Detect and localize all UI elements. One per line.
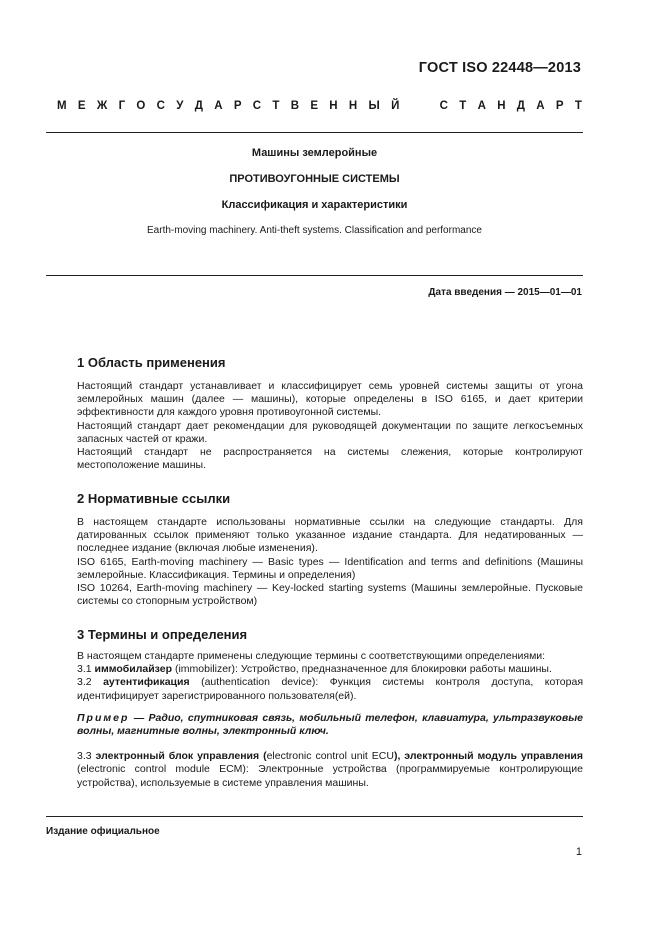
standard-type-letter: Ы <box>368 100 380 112</box>
term-3-3 <box>46 750 583 790</box>
section-3-heading: 3 Термины и определения <box>77 627 248 642</box>
standard-type-letter: У <box>176 100 184 112</box>
term-number: 3.2 <box>77 676 104 689</box>
standard-type-letter: Ж <box>96 100 108 112</box>
term-3-2 <box>46 676 583 702</box>
standard-code: ГОСТ ISO 22448—2013 <box>418 60 581 76</box>
standard-type-letter: Н <box>329 100 338 112</box>
standard-type-letter: С <box>252 100 262 112</box>
middle-rule <box>46 275 583 276</box>
section-1-paragraph: Настоящий стандарт дает рекомендации для руководящей документации по защите легкосъемных запасных частей от кражи. <box>77 419 583 445</box>
section-3-paragraph: В настоящем стандарте применены следующие термины с соответствующими определениями: <box>77 650 546 662</box>
title-english: Earth-moving machinery. Anti-theft systems. Classification and performance <box>147 225 482 236</box>
term-name: аутентификация <box>103 676 190 689</box>
term-3-1 <box>46 663 583 676</box>
note-text: — Радио, спутниковая связь, мобильный телефон, клавиатура, ультразвуковые волны, магнитные волны, электронный ключ. <box>77 711 583 738</box>
section-2-paragraph: В настоящем стандарте использованы нормативные ссылки на следующие стандарты. Для датированных ссылок применяют только указанное издание стандарта. Для недатированных — последнее издание (включая любые изменения). <box>77 516 583 555</box>
standard-type-letter: Д <box>194 100 203 112</box>
official-edition-label: Издание официальное <box>46 826 160 837</box>
standard-type-letter: Й <box>391 100 400 112</box>
term-definition: (authentication device): Функция системы контроля доступа, которая идентифицирует зарегистрированного пользователя(ей). <box>77 676 584 702</box>
term-english: electronic control unit ECU <box>266 750 394 763</box>
term-name-2: ), электронный модуль управления <box>393 750 583 763</box>
example-note <box>46 712 583 738</box>
standard-type-letter: Е <box>77 100 86 112</box>
standard-type-letter: Т <box>272 100 280 112</box>
note-label: Пример <box>77 711 130 724</box>
standard-type-letter: Н <box>497 100 506 112</box>
standard-type-letter: А <box>536 100 545 112</box>
standard-type-letter: Р <box>555 100 564 112</box>
standard-type-letter: Е <box>310 100 318 112</box>
standard-type-letter: Р <box>233 100 242 112</box>
standard-type-letter: О <box>136 100 146 112</box>
section-3-body <box>46 650 583 790</box>
page-number: 1 <box>575 846 582 858</box>
standard-type-letter: С <box>156 100 165 112</box>
standard-type-letter: Г <box>118 100 126 112</box>
title-line-1: Машины землеройные <box>251 147 378 159</box>
section-2-paragraph: ISO 10264, Earth-moving machinery — Key-locked starting systems (Машины землеройные. Пусковые системы со стопорным устройством) <box>77 582 583 608</box>
term-number: 3.1 <box>77 663 95 676</box>
term-number: 3.3 <box>77 750 96 763</box>
standard-type-letter: М <box>57 100 67 112</box>
section-2-body <box>46 516 583 608</box>
standard-type-letter: Д <box>516 100 525 112</box>
section-1-body <box>46 380 583 472</box>
term-definition: (immobilizer): Устройство, предназначенное для блокировки работы машины. <box>172 663 552 676</box>
introduction-date: Дата введения — 2015—01—01 <box>428 287 582 298</box>
section-1-paragraph: Настоящий стандарт устанавливает и классифицирует семь уровней системы защиты от угона землеройных машин (далее — машины), которые определены в ISO 6165, и дает критерии эффективности для каждого уровня противоугонной системы. <box>77 380 583 419</box>
standard-type-letter <box>411 100 414 112</box>
title-line-3: Классификация и характеристики <box>221 199 408 211</box>
term-definition: (electronic control module ECM): Электронные устройства (программируемые контролирующие устройства), используемые в системе управления машины. <box>77 763 583 789</box>
section-1-heading: 1 Область применения <box>77 355 226 370</box>
term-name: иммобилайзер <box>94 663 173 676</box>
standard-type-letter: А <box>214 100 223 112</box>
standard-type-letter: В <box>290 100 300 112</box>
standard-type-heading <box>57 100 582 112</box>
section-2-heading: 2 Нормативные ссылки <box>77 491 231 506</box>
bottom-rule <box>46 816 583 817</box>
standard-type-letter: Т <box>574 100 582 112</box>
standard-type-letter: Т <box>459 100 467 112</box>
top-rule <box>46 132 583 133</box>
section-2-paragraph: ISO 6165, Earth-moving machinery — Basic types — Identification and terms and definitions (Машины землеройные. Классификация. Термины и определения) <box>77 555 583 581</box>
standard-type-letter: С <box>439 100 448 112</box>
section-1-paragraph: Настоящий стандарт не распространяется на системы слежения, которые контролируют местоположение машины. <box>77 446 583 472</box>
standard-type-letter: Н <box>348 100 358 112</box>
standard-type-letter <box>425 100 428 112</box>
standard-type-letter: А <box>477 100 486 112</box>
term-name: электронный блок управления ( <box>95 750 267 763</box>
title-line-2: ПРОТИВОУГОННЫЕ СИСТЕМЫ <box>229 173 400 185</box>
